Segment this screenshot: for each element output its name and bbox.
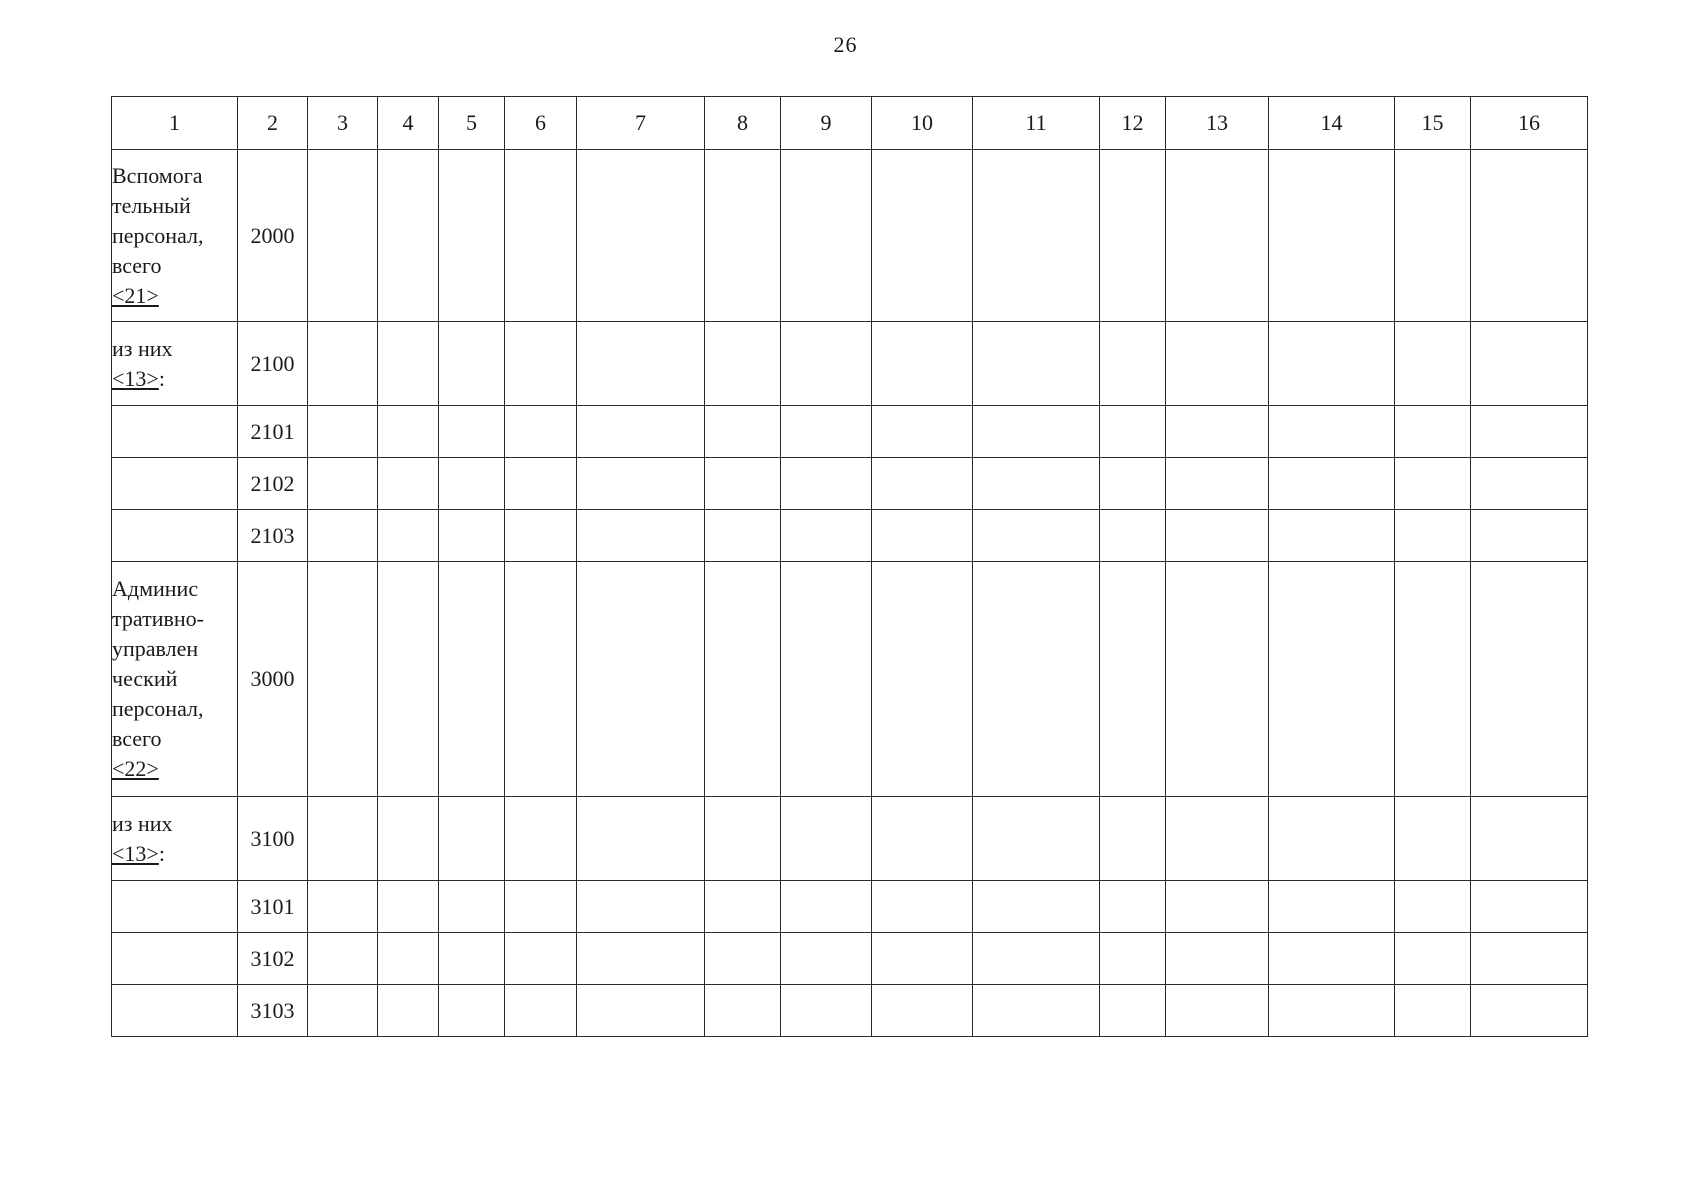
data-cell-col-8[interactable] — [705, 797, 781, 881]
data-cell-col-4[interactable] — [378, 881, 439, 933]
data-cell-col-8[interactable] — [705, 322, 781, 406]
data-cell-col-14[interactable] — [1269, 406, 1395, 458]
data-cell-col-5[interactable] — [439, 985, 505, 1037]
column-header-12: 12 — [1100, 97, 1166, 150]
data-cell-col-11[interactable] — [973, 150, 1100, 322]
row-label — [112, 510, 238, 562]
data-cell-col-10[interactable] — [872, 933, 973, 985]
data-cell-col-16[interactable] — [1471, 406, 1588, 458]
data-cell-col-6[interactable] — [505, 322, 577, 406]
data-cell-col-15[interactable] — [1395, 150, 1471, 322]
data-cell-col-7[interactable] — [577, 985, 705, 1037]
data-cell-col-11[interactable] — [973, 510, 1100, 562]
data-cell-col-6[interactable] — [505, 562, 577, 797]
data-cell-col-5[interactable] — [439, 406, 505, 458]
data-cell-col-6[interactable] — [505, 933, 577, 985]
data-cell-col-15[interactable] — [1395, 985, 1471, 1037]
column-header-7: 7 — [577, 97, 705, 150]
table-row — [112, 322, 1588, 406]
data-cell-col-10[interactable] — [872, 322, 973, 406]
data-cell-col-3[interactable] — [308, 150, 378, 322]
data-cell-col-6[interactable] — [505, 406, 577, 458]
data-cell-col-5[interactable] — [439, 150, 505, 322]
data-cell-col-6[interactable] — [505, 150, 577, 322]
table-row — [112, 406, 1588, 458]
footnote-reference[interactable]: <22> — [112, 756, 159, 781]
column-header-4: 4 — [378, 97, 439, 150]
data-cell-col-16[interactable] — [1471, 881, 1588, 933]
data-cell-col-6[interactable] — [505, 881, 577, 933]
row-label-line: Админис — [112, 576, 199, 601]
data-cell-col-8[interactable] — [705, 406, 781, 458]
footnote-reference[interactable]: <13> — [112, 365, 159, 391]
data-cell-col-14[interactable] — [1269, 322, 1395, 406]
data-cell-col-16[interactable] — [1471, 797, 1588, 881]
column-header-10: 10 — [872, 97, 973, 150]
data-cell-col-13[interactable] — [1166, 562, 1269, 797]
row-code: 3100 — [238, 797, 308, 881]
data-cell-col-12[interactable] — [1100, 322, 1166, 406]
data-cell-col-11[interactable] — [973, 458, 1100, 510]
table-row — [112, 150, 1588, 322]
data-cell-col-8[interactable] — [705, 150, 781, 322]
row-label-line: персонал, — [112, 222, 204, 248]
data-cell-col-16[interactable] — [1471, 510, 1588, 562]
data-cell-col-10[interactable] — [872, 458, 973, 510]
data-cell-col-15[interactable] — [1395, 881, 1471, 933]
table-row — [112, 510, 1588, 562]
data-cell-col-5[interactable] — [439, 933, 505, 985]
row-code: 3103 — [238, 985, 308, 1037]
data-cell-col-16[interactable] — [1471, 150, 1588, 322]
column-header-11: 11 — [973, 97, 1100, 150]
data-cell-col-11[interactable] — [973, 881, 1100, 933]
data-cell-col-3[interactable] — [308, 406, 378, 458]
data-cell-col-16[interactable] — [1471, 458, 1588, 510]
data-cell-col-13[interactable] — [1166, 150, 1269, 322]
row-label-line: всего — [112, 252, 162, 278]
data-cell-col-8[interactable] — [705, 881, 781, 933]
data-cell-col-3[interactable] — [308, 458, 378, 510]
data-cell-col-11[interactable] — [973, 562, 1100, 797]
data-cell-col-11[interactable] — [973, 985, 1100, 1037]
row-label — [112, 933, 238, 985]
data-cell-col-9[interactable] — [781, 322, 872, 406]
data-cell-col-3[interactable] — [308, 985, 378, 1037]
data-cell-col-14[interactable] — [1269, 562, 1395, 797]
data-cell-col-4[interactable] — [378, 322, 439, 406]
row-label-line: персонал, — [112, 696, 204, 721]
data-cell-col-14[interactable] — [1269, 797, 1395, 881]
data-cell-col-5[interactable] — [439, 458, 505, 510]
row-label-line: всего — [112, 726, 162, 751]
data-cell-col-12[interactable] — [1100, 510, 1166, 562]
row-label-line: из них — [112, 810, 173, 836]
data-cell-col-15[interactable] — [1395, 510, 1471, 562]
column-header-5: 5 — [439, 97, 505, 150]
column-header-2: 2 — [238, 97, 308, 150]
data-cell-col-12[interactable] — [1100, 406, 1166, 458]
data-cell-col-12[interactable] — [1100, 933, 1166, 985]
row-label — [112, 458, 238, 510]
data-cell-col-4[interactable] — [378, 150, 439, 322]
data-cell-col-15[interactable] — [1395, 797, 1471, 881]
data-cell-col-7[interactable] — [577, 406, 705, 458]
data-cell-col-10[interactable] — [872, 985, 973, 1037]
data-cell-col-3[interactable] — [308, 322, 378, 406]
data-cell-col-13[interactable] — [1166, 985, 1269, 1037]
column-header-9: 9 — [781, 97, 872, 150]
data-cell-col-8[interactable] — [705, 562, 781, 797]
data-cell-col-14[interactable] — [1269, 881, 1395, 933]
data-cell-col-5[interactable] — [439, 322, 505, 406]
data-cell-col-16[interactable] — [1471, 985, 1588, 1037]
row-label — [112, 881, 238, 933]
row-code: 3102 — [238, 933, 308, 985]
data-cell-col-11[interactable] — [973, 322, 1100, 406]
table-row — [112, 458, 1588, 510]
data-cell-col-5[interactable] — [439, 510, 505, 562]
row-label-line: тративно- — [112, 606, 204, 631]
row-label-line: Вспомога — [112, 162, 203, 188]
data-cell-col-6[interactable] — [505, 510, 577, 562]
row-code: 3101 — [238, 881, 308, 933]
data-cell-col-16[interactable] — [1471, 933, 1588, 985]
data-cell-col-13[interactable] — [1166, 458, 1269, 510]
data-cell-col-8[interactable] — [705, 985, 781, 1037]
data-cell-col-13[interactable] — [1166, 322, 1269, 406]
data-cell-col-13[interactable] — [1166, 797, 1269, 881]
data-cell-col-12[interactable] — [1100, 985, 1166, 1037]
row-label — [112, 150, 238, 322]
data-cell-col-5[interactable] — [439, 881, 505, 933]
data-cell-col-16[interactable] — [1471, 562, 1588, 797]
data-cell-col-12[interactable] — [1100, 150, 1166, 322]
data-cell-col-8[interactable] — [705, 458, 781, 510]
row-label-suffix: : — [158, 840, 165, 866]
data-cell-col-7[interactable] — [577, 322, 705, 406]
row-label — [112, 406, 238, 458]
data-cell-col-10[interactable] — [872, 881, 973, 933]
data-cell-col-3[interactable] — [308, 933, 378, 985]
row-label-suffix: : — [158, 365, 165, 391]
column-header-16: 16 — [1471, 97, 1588, 150]
row-code: 2103 — [238, 510, 308, 562]
footnote-reference[interactable]: <13> — [112, 840, 159, 866]
data-cell-col-14[interactable] — [1269, 458, 1395, 510]
data-cell-col-16[interactable] — [1471, 322, 1588, 406]
row-code: 2101 — [238, 406, 308, 458]
data-cell-col-13[interactable] — [1166, 406, 1269, 458]
data-cell-col-9[interactable] — [781, 458, 872, 510]
data-cell-col-14[interactable] — [1269, 150, 1395, 322]
data-cell-col-3[interactable] — [308, 562, 378, 797]
table-row — [112, 797, 1588, 881]
data-cell-col-12[interactable] — [1100, 881, 1166, 933]
data-cell-col-7[interactable] — [577, 510, 705, 562]
row-code: 2102 — [238, 458, 308, 510]
column-header-13: 13 — [1166, 97, 1269, 150]
data-cell-col-7[interactable] — [577, 562, 705, 797]
data-cell-col-9[interactable] — [781, 562, 872, 797]
data-cell-col-3[interactable] — [308, 881, 378, 933]
data-cell-col-7[interactable] — [577, 881, 705, 933]
data-cell-col-4[interactable] — [378, 933, 439, 985]
data-cell-col-13[interactable] — [1166, 510, 1269, 562]
data-cell-col-14[interactable] — [1269, 985, 1395, 1037]
data-cell-col-12[interactable] — [1100, 458, 1166, 510]
data-cell-col-11[interactable] — [973, 797, 1100, 881]
column-header-6: 6 — [505, 97, 577, 150]
column-header-3: 3 — [308, 97, 378, 150]
data-cell-col-15[interactable] — [1395, 322, 1471, 406]
data-cell-col-4[interactable] — [378, 797, 439, 881]
data-cell-col-4[interactable] — [378, 562, 439, 797]
data-cell-col-14[interactable] — [1269, 933, 1395, 985]
table-row — [112, 562, 1588, 797]
data-cell-col-4[interactable] — [378, 985, 439, 1037]
data-cell-col-15[interactable] — [1395, 933, 1471, 985]
data-cell-col-15[interactable] — [1395, 458, 1471, 510]
data-cell-col-15[interactable] — [1395, 406, 1471, 458]
table-row — [112, 881, 1588, 933]
data-cell-col-9[interactable] — [781, 797, 872, 881]
data-cell-col-15[interactable] — [1395, 562, 1471, 797]
data-cell-col-10[interactable] — [872, 510, 973, 562]
data-cell-col-3[interactable] — [308, 510, 378, 562]
data-cell-col-9[interactable] — [781, 933, 872, 985]
data-cell-col-4[interactable] — [378, 510, 439, 562]
data-cell-col-7[interactable] — [577, 150, 705, 322]
data-cell-col-12[interactable] — [1100, 562, 1166, 797]
row-label-line: ческий — [112, 666, 178, 691]
data-cell-col-9[interactable] — [781, 406, 872, 458]
data-cell-col-9[interactable] — [781, 150, 872, 322]
row-code: 2100 — [238, 322, 308, 406]
data-cell-col-8[interactable] — [705, 933, 781, 985]
footnote-reference[interactable]: <21> — [112, 282, 159, 308]
row-label-line: тельный — [112, 192, 191, 218]
data-cell-col-7[interactable] — [577, 797, 705, 881]
table-row — [112, 985, 1588, 1037]
data-cell-col-14[interactable] — [1269, 510, 1395, 562]
data-cell-col-13[interactable] — [1166, 881, 1269, 933]
data-cell-col-5[interactable] — [439, 562, 505, 797]
data-cell-col-9[interactable] — [781, 881, 872, 933]
data-cell-col-10[interactable] — [872, 562, 973, 797]
table-row — [112, 933, 1588, 985]
row-label — [112, 985, 238, 1037]
data-cell-col-10[interactable] — [872, 797, 973, 881]
data-cell-col-11[interactable] — [973, 933, 1100, 985]
data-cell-col-6[interactable] — [505, 985, 577, 1037]
data-cell-col-13[interactable] — [1166, 933, 1269, 985]
row-label — [112, 322, 238, 406]
data-cell-col-7[interactable] — [577, 458, 705, 510]
data-cell-col-6[interactable] — [505, 458, 577, 510]
row-code: 3000 — [238, 562, 308, 797]
data-cell-col-10[interactable] — [872, 150, 973, 322]
data-cell-col-10[interactable] — [872, 406, 973, 458]
data-cell-col-6[interactable] — [505, 797, 577, 881]
column-header-8: 8 — [705, 97, 781, 150]
page-number: 26 — [833, 32, 858, 57]
data-cell-col-9[interactable] — [781, 510, 872, 562]
data-cell-col-4[interactable] — [378, 406, 439, 458]
row-label — [112, 562, 238, 797]
data-cell-col-12[interactable] — [1100, 797, 1166, 881]
data-cell-col-9[interactable] — [781, 985, 872, 1037]
data-cell-col-7[interactable] — [577, 933, 705, 985]
data-cell-col-8[interactable] — [705, 510, 781, 562]
column-header-15: 15 — [1395, 97, 1471, 150]
data-cell-col-5[interactable] — [439, 797, 505, 881]
data-cell-col-11[interactable] — [973, 406, 1100, 458]
data-cell-col-3[interactable] — [308, 797, 378, 881]
column-header-14: 14 — [1269, 97, 1395, 150]
row-code: 2000 — [238, 150, 308, 322]
header-row — [112, 97, 1588, 150]
column-header-1: 1 — [112, 97, 238, 150]
staff-table — [111, 96, 1588, 1037]
data-cell-col-4[interactable] — [378, 458, 439, 510]
row-label — [112, 797, 238, 881]
row-label-line: из них — [112, 335, 173, 361]
row-label-line: управлен — [112, 636, 199, 661]
